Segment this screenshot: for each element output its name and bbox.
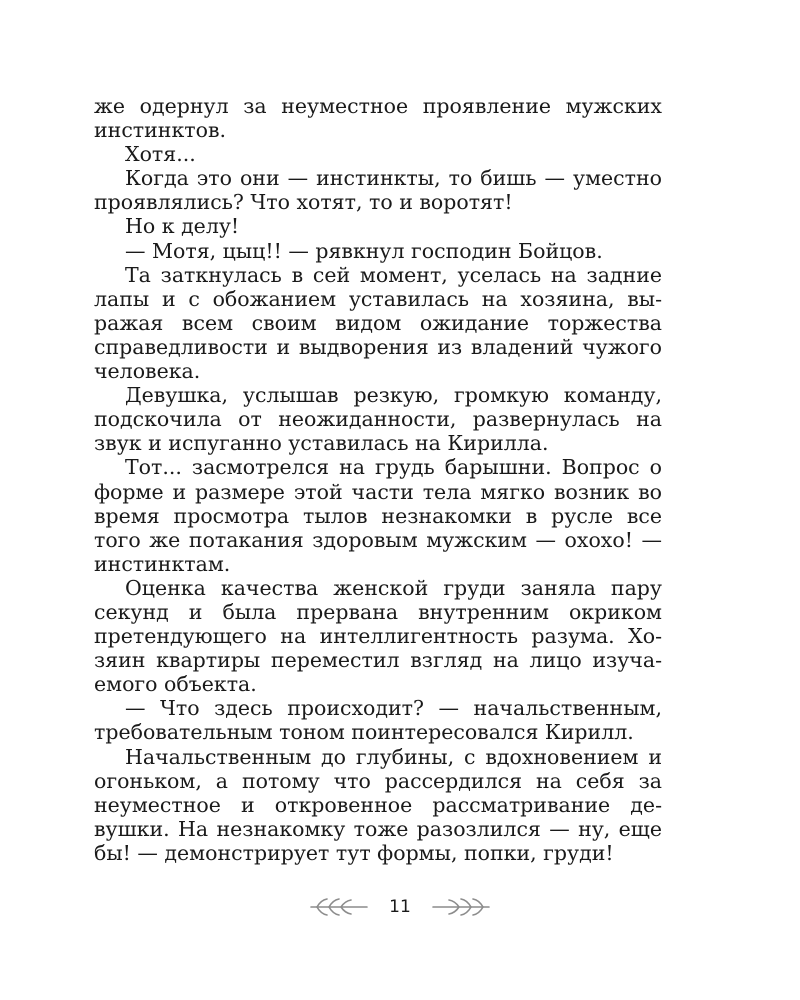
paragraph: Девушка, услышав резкую, громкую команду, подскочила от неожиданности, развернулась на звук и испуганно уставилась на Кирилла. (94, 383, 662, 456)
paragraph: Та заткнулась в сей момент, уселась на задние лапы и с обожанием уставилась на хозяина, выражая всем своим видом ожидание торжества справедливости и выдворения из владений чужого человека. (94, 262, 662, 384)
paragraph: Но к делу! (125, 214, 240, 239)
paragraph: — Что здесь происходит? — начальственным, требовательным тоном поинтересовался Кирилл. (94, 696, 662, 745)
leaf-branch-left-icon (307, 896, 371, 918)
body-text (94, 94, 662, 865)
paragraph: Тот... засмотрелся на грудь барышни. Вопрос о форме и размере этой части тела мягко возник во время просмотра тылов незнакомки в русле все того же потакания здоровым мужским — охохо! — инстинктам. (94, 455, 662, 576)
leaf-branch-right-icon (429, 896, 493, 918)
paragraph: Хотя... (125, 142, 196, 167)
paragraph: Оценка качества женской груди заняла пару секунд и была прервана внутренним окриком претендующего на интеллигентность разума. Хозяин квартиры переместил взгляд на лицо изучаемого объекта. (94, 575, 662, 697)
paragraph: — Мотя, цыц!! — рявкнул господин Бойцов. (125, 238, 603, 263)
paragraph: же одернул за неуместное проявление мужских инстинктов. (94, 94, 662, 143)
paragraph: Когда это они — инстинкты, то бишь — уместно проявлялись? Что хотят, то и воротят! (94, 166, 662, 215)
page-footer (0, 896, 800, 918)
paragraph: Начальственным до глубины, с вдохновением и огоньком, а потому что рассердился на себя за неуместное и откровенное рассматривание девушки. На незнакомку тоже разозлился — ну, еще бы! — демонстрирует тут формы, попки, груди! (94, 744, 662, 865)
page-number: 11 (389, 897, 411, 917)
